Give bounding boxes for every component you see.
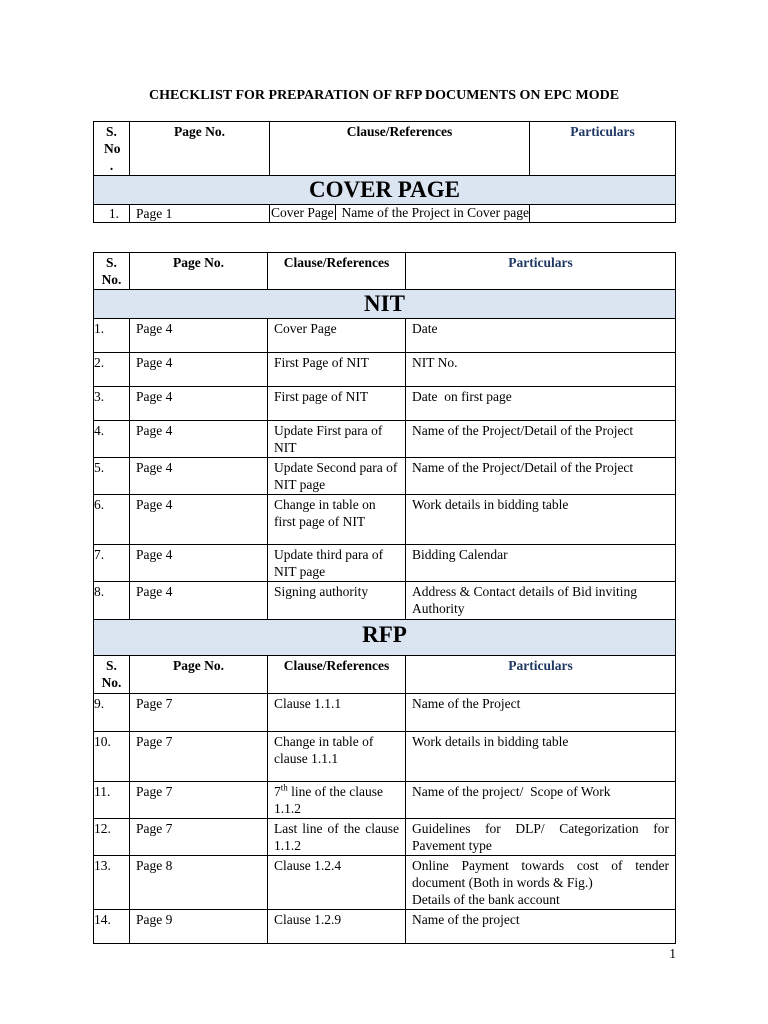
rfp-row-particulars: Name of the Project: [406, 694, 676, 732]
rfp-header-particulars: Particulars: [406, 656, 676, 694]
section-rfp: RFP: [94, 620, 676, 656]
rfp-row-page: Page 9: [130, 910, 268, 944]
nit-row-particulars: Date: [406, 319, 676, 353]
nit-row-page: Page 4: [130, 495, 268, 545]
clause-ordinal-suffix: th: [280, 782, 288, 793]
cover-page-table: [93, 121, 676, 223]
nit-row-particulars: Name of the Project/Detail of the Project: [406, 458, 676, 495]
nit-row-page: Page 4: [130, 319, 268, 353]
nit-row-particulars: Work details in bidding table: [406, 495, 676, 545]
rfp-row-clause: Clause 1.2.4: [268, 856, 406, 910]
rfp-row-page: Page 7: [130, 732, 268, 782]
section-nit: NIT: [94, 290, 676, 319]
rfp-row-sno: 14.: [94, 910, 130, 944]
rfp-row-particulars: Work details in bidding table: [406, 732, 676, 782]
rfp-row-clause: Change in table of clause 1.1.1: [268, 732, 406, 782]
rfp-row-sno: 13.: [94, 856, 130, 910]
rfp-row-clause: Last line of the clause 1.1.2: [268, 819, 406, 856]
rfp-row-clause: [268, 782, 406, 819]
row-page: Page 1: [130, 205, 270, 223]
nit-row-sno: 1.: [94, 319, 130, 353]
rfp-row-page: Page 7: [130, 694, 268, 732]
header-particulars: Particulars: [530, 122, 676, 176]
nit-row-page: Page 4: [130, 582, 268, 620]
row-clause-text: Cover Page: [270, 205, 334, 220]
nit-row-sno: 7.: [94, 545, 130, 582]
nit-row-clause: Signing authority: [268, 582, 406, 620]
header-page-no: Page No.: [130, 122, 270, 176]
nit-row-page: Page 4: [130, 353, 268, 387]
header-clause: Clause/References: [270, 122, 530, 176]
rfp-row-page: Page 7: [130, 782, 268, 819]
rfp-header-clause: Clause/References: [268, 656, 406, 694]
nit-row-particulars: Name of the Project/Detail of the Project: [406, 421, 676, 458]
rfp-row-particulars: Guidelines for DLP/ Categorization for Pavement type: [406, 819, 676, 856]
nit-row-sno: 4.: [94, 421, 130, 458]
nit-row-particulars: Date on first page: [406, 387, 676, 421]
document-title: CHECKLIST FOR PREPARATION OF RFP DOCUMENTS ON EPC MODE: [148, 88, 620, 103]
rfp-header-sno: S. No.: [94, 656, 130, 694]
header-sno: S. No .: [94, 122, 130, 176]
nit-row-sno: 6.: [94, 495, 130, 545]
rfp-row-particulars: [406, 856, 676, 910]
row-sno: 1.: [94, 205, 130, 223]
nit-row-page: Page 4: [130, 421, 268, 458]
header-sno: S. No.: [94, 253, 130, 290]
particulars-bank-details: Details of the bank account: [412, 892, 560, 907]
section-cover-page: COVER PAGE: [94, 176, 676, 205]
nit-row-clause: First page of NIT: [268, 387, 406, 421]
rfp-row-particulars: Name of the project: [406, 910, 676, 944]
rfp-row-sno: 12.: [94, 819, 130, 856]
page-number: 1: [669, 946, 676, 961]
rfp-row-particulars: Name of the project/ Scope of Work: [406, 782, 676, 819]
nit-row-clause: Cover Page: [268, 319, 406, 353]
nit-row-sno: 3.: [94, 387, 130, 421]
rfp-row-page: Page 7: [130, 819, 268, 856]
nit-row-clause: First Page of NIT: [268, 353, 406, 387]
rfp-row-clause: Clause 1.2.9: [268, 910, 406, 944]
rfp-row-sno: 9.: [94, 694, 130, 732]
rfp-row-sno: 11.: [94, 782, 130, 819]
nit-row-clause: Change in table on first page of NIT: [268, 495, 406, 545]
nit-row-page: Page 4: [130, 387, 268, 421]
nit-row-clause: Update Second para of NIT page: [268, 458, 406, 495]
rfp-header-page-no: Page No.: [130, 656, 268, 694]
nit-row-sno: 8.: [94, 582, 130, 620]
nit-row-sno: 2.: [94, 353, 130, 387]
clause-line-number: 7: [274, 784, 281, 799]
nit-rfp-table: [93, 252, 676, 944]
nit-row-particulars: NIT No.: [406, 353, 676, 387]
header-particulars: Particulars: [406, 253, 676, 290]
rfp-row-page: Page 8: [130, 856, 268, 910]
nit-row-sno: 5.: [94, 458, 130, 495]
row-particulars: Name of the Project in Cover page: [335, 205, 529, 220]
nit-row-particulars: Bidding Calendar: [406, 545, 676, 582]
nit-row-clause: Update third para of NIT page: [268, 545, 406, 582]
header-page-no: Page No.: [130, 253, 268, 290]
rfp-row-sno: 10.: [94, 732, 130, 782]
rfp-row-clause: Clause 1.1.1: [268, 694, 406, 732]
nit-row-particulars: Address & Contact details of Bid inviting Authority: [406, 582, 676, 620]
header-clause: Clause/References: [268, 253, 406, 290]
particulars-payment-text: Online Payment towards cost of tender document (Both in words & Fig.): [412, 858, 669, 890]
row-clause: [270, 205, 530, 223]
nit-row-page: Page 4: [130, 458, 268, 495]
nit-row-page: Page 4: [130, 545, 268, 582]
clause-line-text: line of the clause 1.1.2: [274, 784, 387, 816]
nit-row-clause: Update First para of NIT: [268, 421, 406, 458]
